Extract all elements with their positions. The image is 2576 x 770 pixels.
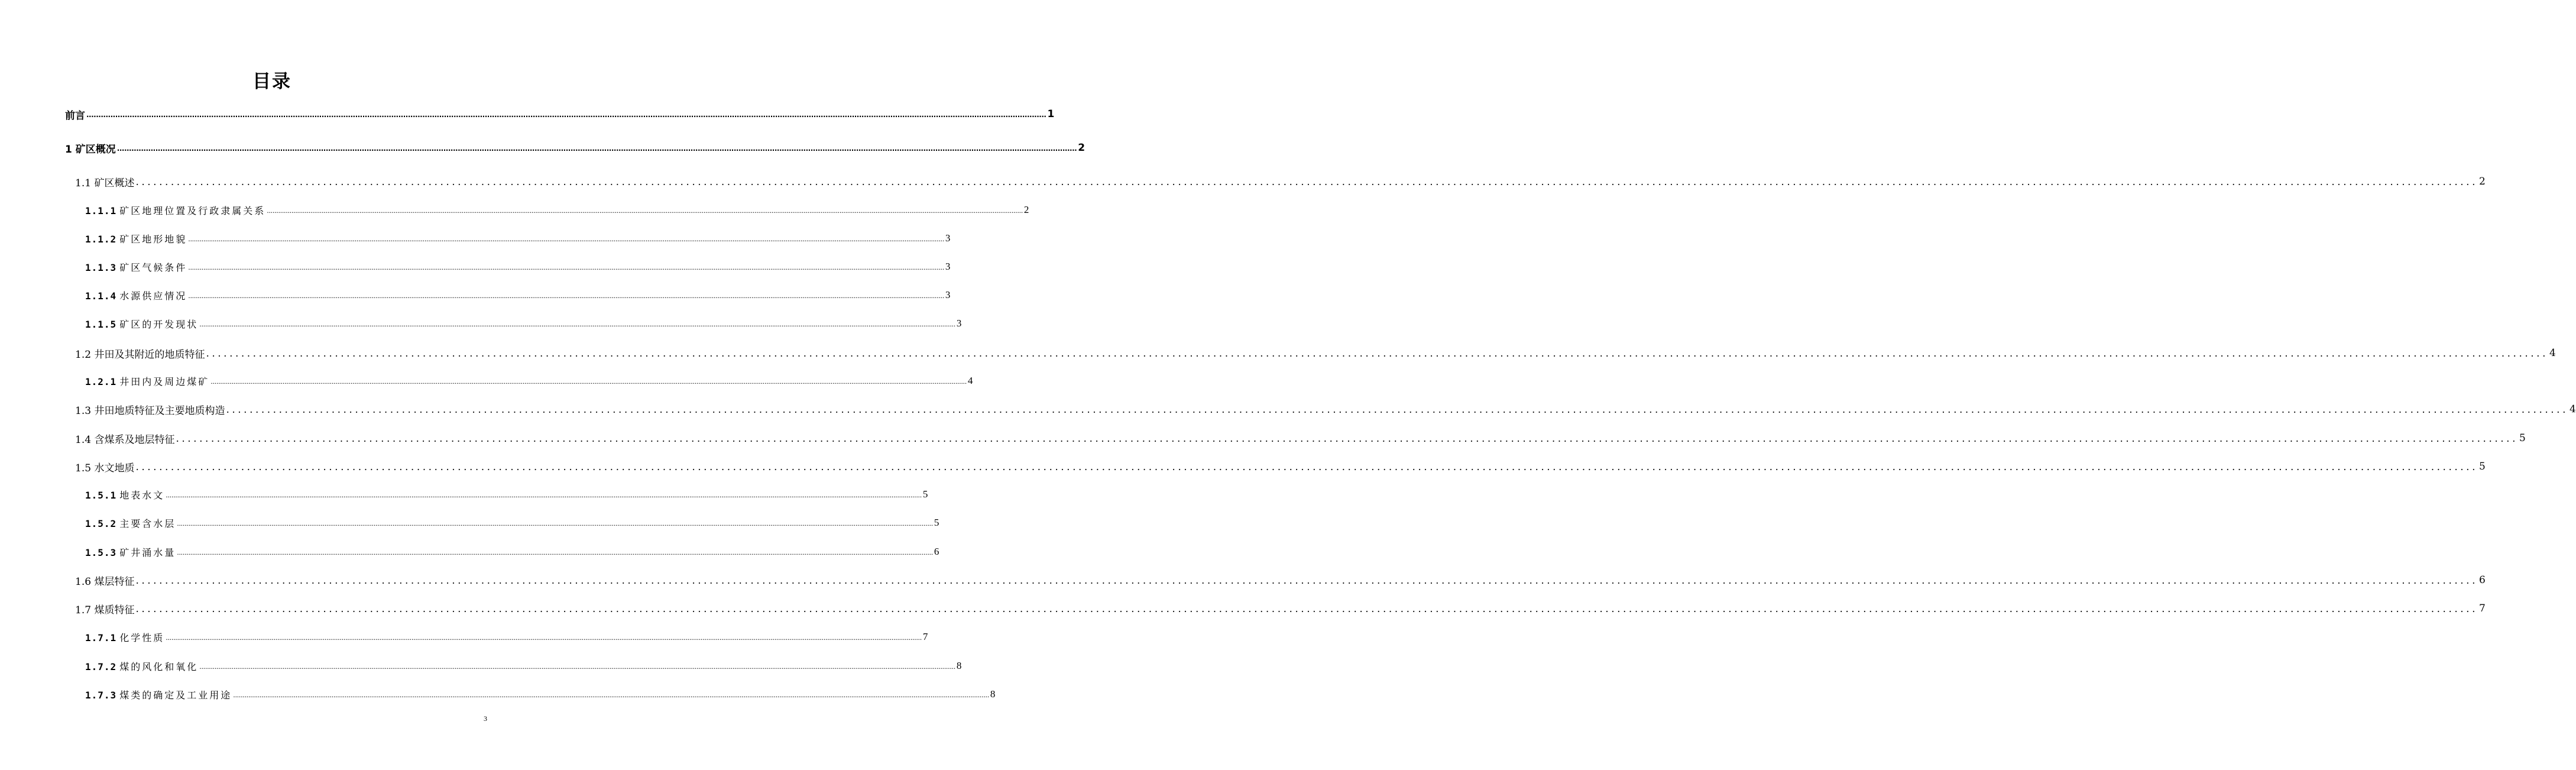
toc-entry-text: 煤的风化和氧化 <box>119 661 199 672</box>
toc-entry-text: 井田地质特征及主要地质构造 <box>94 405 225 417</box>
toc-leader-dots: ................................................................................................................................................................................................................................................................................................................................................................................................................ <box>166 491 922 499</box>
toc-entry-page: 3 <box>956 318 962 329</box>
toc-leader-dots: ................................................................................................................................................................................................................................................................................................................................................................................................................ <box>176 433 2518 445</box>
toc-entry-number: 1.1.4 <box>85 290 117 302</box>
toc-entry-text: 水文地质 <box>94 462 135 474</box>
toc-entry-text: 主要含水层 <box>119 517 176 529</box>
toc-entry-number: 1.7.2 <box>85 661 117 672</box>
toc-leader-dots: ................................................................................................................................................................................................................................................................................................................................................................................................................ <box>135 603 2478 615</box>
toc-entry-page: 7 <box>922 631 928 642</box>
toc-entry-number: 1.5.3 <box>85 546 117 558</box>
toc-entry-number: 1.5.1 <box>85 489 117 501</box>
toc-entry-label <box>85 232 187 245</box>
toc-entry[interactable] <box>65 106 1055 122</box>
toc-entry[interactable] <box>85 515 939 531</box>
toc-entry[interactable] <box>85 686 996 703</box>
toc-entry-page: 2 <box>1023 204 1029 215</box>
toc-leader-dots: ................................................................................................................................................................................................................................................................................................................................................................................................................ <box>206 348 2548 360</box>
toc-entry-number: 1.1.3 <box>85 261 117 273</box>
toc-entry[interactable] <box>85 629 928 645</box>
toc-leader-dots: ................................................................................................................................................................................................................................................................................................................................................................................................................ <box>135 575 2478 587</box>
toc-entry-page: 7 <box>2478 603 2486 614</box>
toc-entry-text: 矿区的开发现状 <box>119 318 199 330</box>
toc-entry-page: 5 <box>922 488 928 500</box>
toc-entry-label <box>85 317 198 331</box>
toc-entry-number: 1.7.3 <box>85 689 117 701</box>
toc-entry-label <box>65 107 85 122</box>
toc-entry-page: 8 <box>990 688 996 700</box>
toc-entry[interactable] <box>75 600 2486 617</box>
toc-entry-label <box>85 488 164 502</box>
toc-entry-text: 前言 <box>65 109 85 122</box>
toc-leader-dots: ................................................................................................................................................................................................................................................................................................................................................................................................................ <box>135 461 2478 473</box>
toc-entry-page: 4 <box>2549 347 2556 359</box>
toc-entry-text: 井田及其附近的地质特征 <box>94 348 205 361</box>
toc-entry-page: 2 <box>2478 176 2486 187</box>
toc-entry-text: 矿区概述 <box>94 177 135 189</box>
toc-entry[interactable] <box>75 430 2526 447</box>
toc-entry-text: 矿井涌水量 <box>119 546 176 558</box>
toc-entry-label <box>85 516 176 530</box>
toc-entry-label <box>75 402 225 417</box>
toc-entry-label <box>85 545 176 559</box>
toc-entry[interactable] <box>75 572 2486 588</box>
toc-entry-number: 1.2.1 <box>85 376 117 387</box>
toc-entry[interactable] <box>85 543 939 560</box>
toc-entry-text: 煤类的确定及工业用途 <box>119 689 232 701</box>
page-number: 3 <box>484 714 487 723</box>
toc-entry-text: 水源供应情况 <box>119 290 187 302</box>
toc-entry[interactable] <box>85 287 951 303</box>
toc-entry-page: 6 <box>934 546 939 557</box>
toc-leader-dots: ................................................................................................................................................................................................................................................................................................................................................................................................................ <box>199 320 955 328</box>
toc-entry-label <box>75 431 174 446</box>
toc-entry-number: 1.7.1 <box>85 632 117 643</box>
toc-entry-page: 5 <box>934 517 939 528</box>
toc-leader-dots: ................................................................................................................................................................................................................................................................................................................................................................................................................ <box>267 206 1023 215</box>
toc-entry-number: 1.1.1 <box>85 205 117 216</box>
toc-entry-number: 1.1.2 <box>85 233 117 245</box>
toc-entry-page: 6 <box>2478 574 2486 586</box>
toc-entry-label <box>65 141 116 156</box>
toc-entry[interactable] <box>75 458 2486 475</box>
toc-entry-text: 矿区地形地貌 <box>119 233 187 245</box>
toc-entry-page: 4 <box>2569 403 2576 415</box>
toc-entry-label <box>75 460 134 474</box>
toc-entry-label <box>85 630 164 644</box>
toc-entry-number: 1.5.2 <box>85 517 117 529</box>
toc-entry[interactable] <box>75 401 2576 418</box>
toc-leader-dots: ................................................................................................................................................................................................................................................................................................................................................................................................................ <box>188 263 944 271</box>
toc-entry-text: 含煤系及地层特征 <box>94 433 175 446</box>
toc-entry-page: 3 <box>945 261 951 272</box>
toc-entry[interactable] <box>85 230 951 247</box>
toc-entry[interactable] <box>85 315 962 332</box>
toc-entry-label <box>85 688 232 701</box>
toc-entry[interactable] <box>65 140 1086 156</box>
toc-leader-dots: ................................................................................................................................................................................................................................................................................................................................................................................................................ <box>177 519 933 528</box>
toc-entry-page: 2 <box>1078 142 1086 154</box>
toc-entry-text: 井田内及周边煤矿 <box>119 376 210 387</box>
toc-leader-dots: ................................................................................................................................................................................................................................................................................................................................................................................................................ <box>177 548 933 557</box>
toc-entry[interactable] <box>85 258 951 275</box>
toc-entry-text: 矿区气候条件 <box>119 261 187 273</box>
toc-entry-label <box>85 289 187 302</box>
toc-entry-label <box>75 174 134 189</box>
toc-leader-dots: ................................................................................................................................................................................................................................................................................................................................................................................................................ <box>166 633 922 642</box>
toc-entry[interactable] <box>75 173 2486 190</box>
toc-entry-text: 矿区概况 <box>75 143 116 156</box>
toc-entry-label <box>85 203 265 217</box>
toc-entry-number: 1.1 <box>75 177 92 189</box>
toc-entry-text: 煤质特征 <box>94 604 135 616</box>
toc-entry-number: 1.1.5 <box>85 318 117 330</box>
toc-leader-dots: ................................................................................................................................................................................................................................................................................................................................................................................................................ <box>233 691 989 699</box>
toc-leader-dots: ................................................................................................................................................................................................................................................................................................................................................................................................................ <box>116 144 1077 153</box>
toc-entry-label <box>85 374 209 388</box>
toc-entry-number: 1.4 <box>75 433 92 446</box>
toc-entry-label <box>85 260 187 274</box>
toc-entry-page: 5 <box>2519 432 2526 444</box>
toc-entry-label <box>75 601 134 616</box>
toc-entry-number: 1.2 <box>75 348 92 361</box>
toc-leader-dots: ................................................................................................................................................................................................................................................................................................................................................................................................................ <box>226 404 2568 416</box>
toc-entry-label <box>75 573 134 588</box>
toc-entry-number: 1.6 <box>75 575 92 588</box>
toc-entry-text: 煤层特征 <box>94 575 135 588</box>
toc-leader-dots: ................................................................................................................................................................................................................................................................................................................................................................................................................ <box>86 111 1046 119</box>
toc-entry-page: 4 <box>967 375 973 386</box>
toc-entry-text: 地表水文 <box>119 489 165 501</box>
toc-entry[interactable] <box>85 373 973 389</box>
toc-entry-text: 矿区地理位置及行政隶属关系 <box>119 205 266 216</box>
toc-entry-number: 1.7 <box>75 604 92 616</box>
toc-leader-dots: ................................................................................................................................................................................................................................................................................................................................................................................................................ <box>199 662 955 671</box>
toc-entry-number: 1.5 <box>75 462 92 474</box>
toc-entry-page: 3 <box>945 289 951 300</box>
toc-title: 目录 <box>252 71 291 92</box>
toc-leader-dots: ................................................................................................................................................................................................................................................................................................................................................................................................................ <box>210 377 967 386</box>
toc-entry-page: 8 <box>956 660 962 671</box>
toc-entry[interactable] <box>85 202 1029 218</box>
toc-leader-dots: ................................................................................................................................................................................................................................................................................................................................................................................................................ <box>188 292 944 300</box>
toc-entry-page: 5 <box>2478 461 2486 473</box>
toc-entry[interactable] <box>85 658 962 674</box>
toc-entry-label <box>85 659 198 673</box>
toc-leader-dots: ................................................................................................................................................................................................................................................................................................................................................................................................................ <box>188 235 944 243</box>
toc-entry-number: 1.3 <box>75 405 92 417</box>
toc-entry-page: 3 <box>945 232 951 244</box>
toc-entry-page: 1 <box>1047 108 1055 120</box>
toc-entry[interactable] <box>75 345 2556 361</box>
toc-entry-label <box>75 346 205 361</box>
toc-entry-number: 1 <box>65 143 72 156</box>
toc-entry[interactable] <box>85 486 928 503</box>
toc-leader-dots: ................................................................................................................................................................................................................................................................................................................................................................................................................ <box>135 176 2478 188</box>
toc-entry-text: 化学性质 <box>119 632 165 643</box>
